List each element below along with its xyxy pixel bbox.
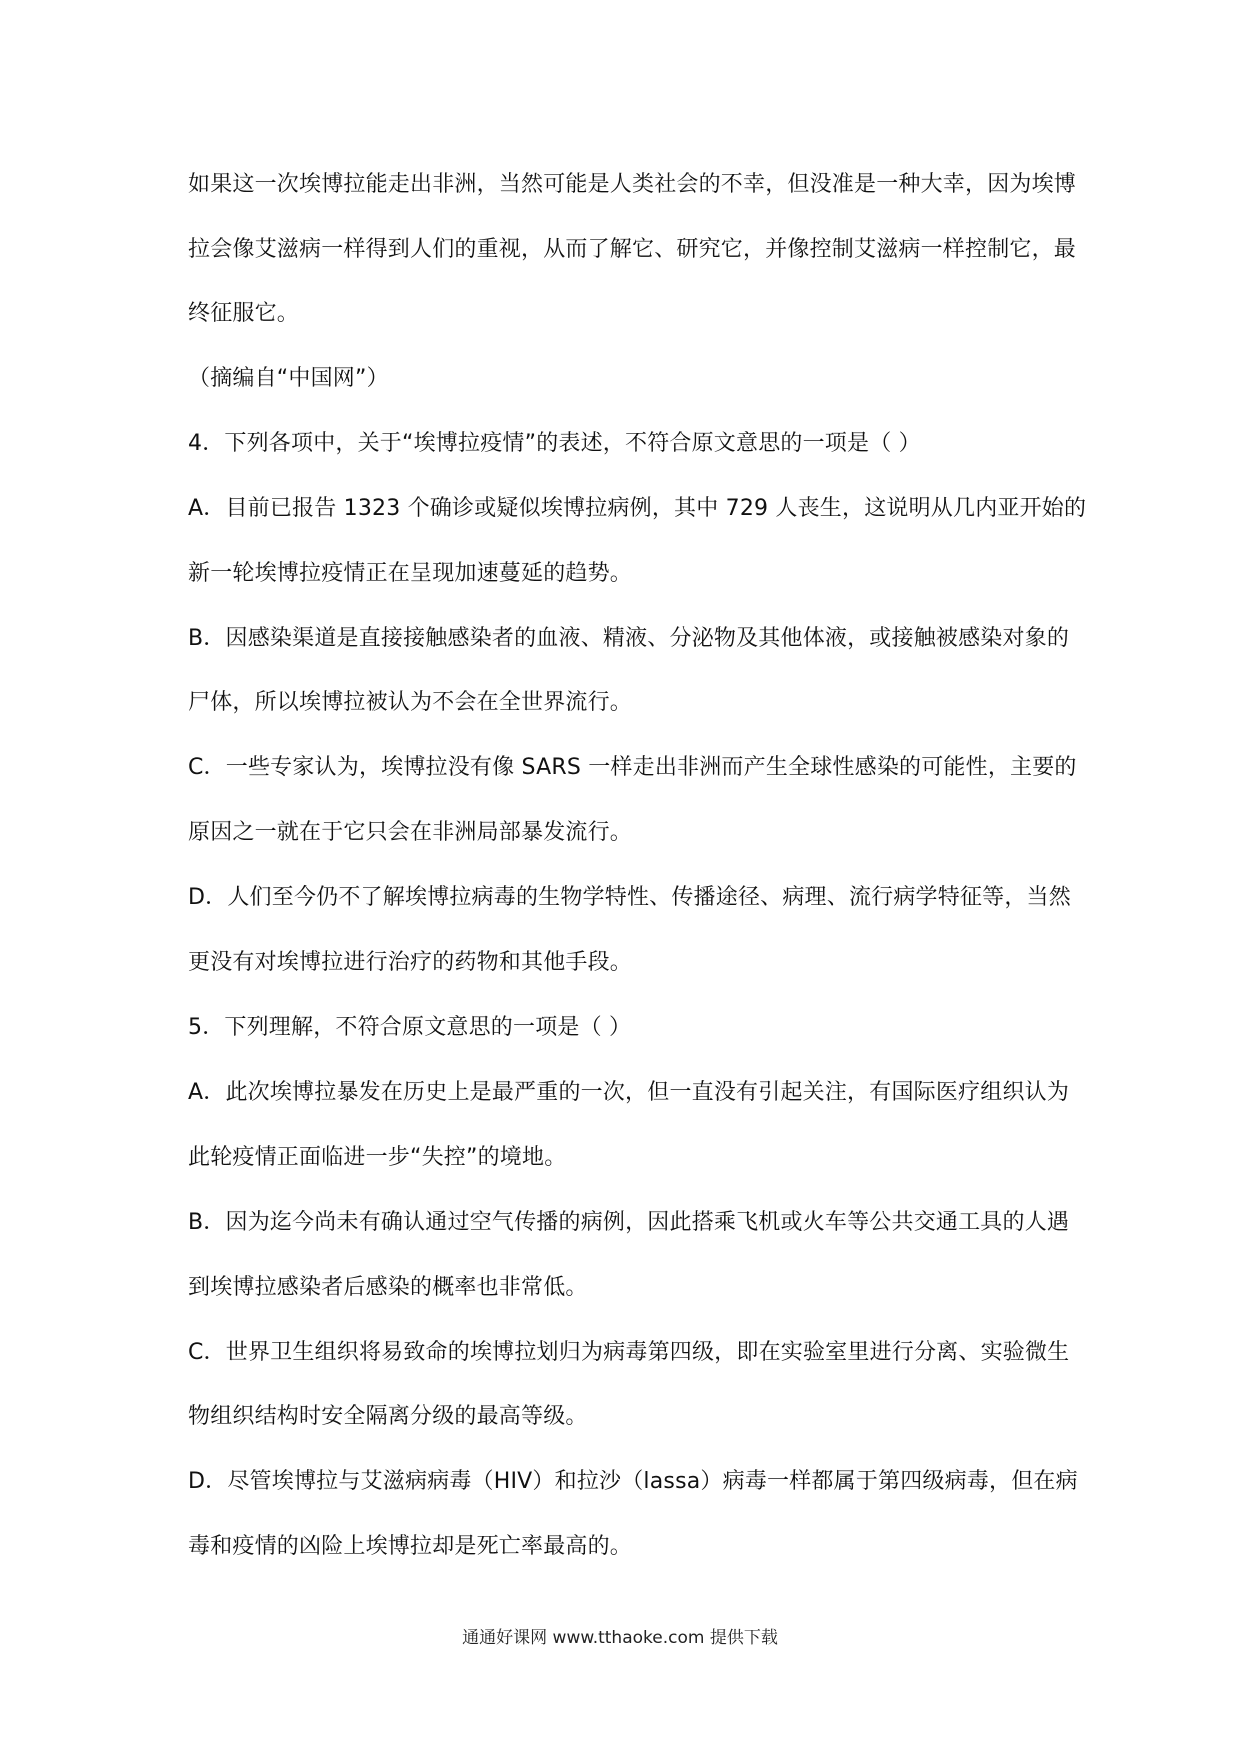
question-5-option-a-cont: 此轮疫情正面临进一步“失控”的境地。 bbox=[188, 1145, 567, 1170]
page-footer: 通通好课网 www.tthaoke.com 提供下载 bbox=[462, 1628, 778, 1648]
question-5-option-c-cont: 物组织结构时安全隔离分级的最高等级。 bbox=[188, 1404, 588, 1429]
question-4-option-a-cont: 新一轮埃博拉疫情正在呈现加速蔓延的趋势。 bbox=[188, 561, 633, 586]
paragraph-line: 终征服它。 bbox=[188, 301, 300, 326]
paragraph-line: 拉会像艾滋病一样得到人们的重视，从而了解它、研究它，并像控制艾滋病一样控制它，最 bbox=[188, 237, 1077, 262]
source-citation: （摘编自“中国网”） bbox=[188, 366, 389, 391]
question-4-option-a: A．目前已报告 1323 个确诊或疑似埃博拉病例，其中 729 人丧生，这说明从几内亚开始的 bbox=[188, 496, 1087, 521]
question-4-option-c-cont: 原因之一就在于它只会在非洲局部暴发流行。 bbox=[188, 820, 633, 845]
question-5-option-c: C．世界卫生组织将易致命的埃博拉划归为病毒第四级，即在实验室里进行分离、实验微生 bbox=[188, 1340, 1070, 1365]
question-4-option-d-cont: 更没有对埃博拉进行治疗的药物和其他手段。 bbox=[188, 950, 633, 975]
question-5-stem: 5．下列理解，不符合原文意思的一项是（ ） bbox=[188, 1015, 632, 1040]
question-4-option-b-cont: 尸体，所以埃博拉被认为不会在全世界流行。 bbox=[188, 690, 633, 715]
question-4-option-c: C．一些专家认为，埃博拉没有像 SARS 一样走出非洲而产生全球性感染的可能性，主要的 bbox=[188, 755, 1077, 780]
paragraph-line: 如果这一次埃博拉能走出非洲，当然可能是人类社会的不幸，但没准是一种大幸，因为埃博 bbox=[188, 172, 1077, 197]
question-5-option-d: D．尽管埃博拉与艾滋病病毒（HIV）和拉沙（lassa）病毒一样都属于第四级病毒，但在病 bbox=[188, 1469, 1078, 1494]
question-5-option-d-cont: 毒和疫情的凶险上埃博拉却是死亡率最高的。 bbox=[188, 1534, 633, 1559]
question-5-option-b-cont: 到埃博拉感染者后感染的概率也非常低。 bbox=[188, 1275, 588, 1300]
question-5-option-a: A．此次埃博拉暴发在历史上是最严重的一次，但一直没有引起关注，有国际医疗组织认为 bbox=[188, 1080, 1070, 1105]
question-4-option-b: B．因感染渠道是直接接触感染者的血液、精液、分泌物及其他体液，或接触被感染对象的 bbox=[188, 626, 1070, 651]
question-4-stem: 4．下列各项中，关于“埃博拉疫情”的表述，不符合原文意思的一项是（ ） bbox=[188, 431, 921, 456]
question-5-option-b: B．因为迄今尚未有确认通过空气传播的病例，因此搭乘飞机或火车等公共交通工具的人遇 bbox=[188, 1210, 1070, 1235]
question-4-option-d: D．人们至今仍不了解埃博拉病毒的生物学特性、传播途径、病理、流行病学特征等，当然 bbox=[188, 885, 1071, 910]
